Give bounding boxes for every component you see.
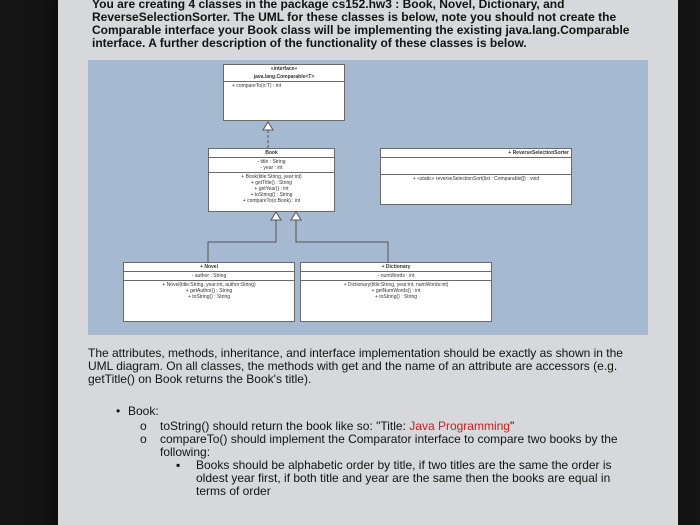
para-line-1: The attributes, methods, inheritance, and interface implementation should be exactly as shown in the bbox=[88, 346, 623, 360]
book-method: + compareTo(o:Book) : int bbox=[242, 198, 301, 204]
rule-line-1: Books should be alphabetic order by title, if two titles are the same the order is bbox=[196, 458, 612, 472]
dictionary-method: + getNumWords() : int bbox=[371, 288, 421, 294]
novel-method: + getAuthor() : String bbox=[185, 288, 233, 294]
tostring-text: toString() should return the book like so: "Title: bbox=[160, 419, 410, 433]
book-method: + Book(title:String, year:int) bbox=[241, 174, 302, 180]
book-method: + toString() : String bbox=[250, 192, 293, 198]
uml-diagram bbox=[88, 60, 648, 335]
intro-line-2: ReverseSelectionSorter. The UML for these classes is below, note you should not create the bbox=[92, 10, 617, 24]
dictionary-method: + Dictionary(title:String, year:int, numWords:int) bbox=[343, 282, 449, 288]
intro-paragraph bbox=[92, 0, 672, 50]
rule-line-3: terms of order bbox=[196, 484, 271, 498]
bullet-icon: • bbox=[116, 404, 121, 418]
circle-bullet-icon: o bbox=[140, 432, 147, 446]
comparable-method: + compareTo(o:T) : int bbox=[232, 83, 282, 89]
document-page bbox=[58, 0, 678, 525]
intro-line-3: Comparable interface your Book class will be implementing the existing java.lang.Comparable bbox=[92, 23, 630, 37]
novel-method: + Novel(title:String, year:int, author:String) bbox=[162, 282, 256, 288]
tostring-close-quote: " bbox=[509, 419, 515, 433]
intro-line-1: You are creating 4 classes in the package cs152.hw3 : Book, Novel, Dictionary, and bbox=[92, 0, 565, 11]
requirements-paragraph bbox=[88, 347, 663, 386]
dictionary-attr: - numWords : int bbox=[377, 273, 415, 279]
para-line-2: UML diagram. On all classes, the methods with get and the name of an attribute are accessors (e.g. bbox=[88, 359, 618, 373]
compareto-line-2: following: bbox=[160, 445, 211, 459]
intro-line-4: interface. A further description of the functionality of these classes is below. bbox=[92, 36, 527, 50]
comparable-stereotype: «interface» bbox=[270, 66, 298, 72]
novel-class-box bbox=[123, 262, 295, 322]
square-bullet-icon: ▪ bbox=[176, 458, 181, 472]
book-method: + getTitle() : String bbox=[250, 180, 293, 186]
comparable-name: java.lang.Comparable<T> bbox=[253, 74, 315, 80]
book-attr: - title : String bbox=[257, 159, 286, 165]
sorter-method: + «static» reverseSelectionSort(list : Comparable[]) : void bbox=[412, 176, 540, 182]
dictionary-class-name: + Dictionary bbox=[381, 264, 411, 270]
book-label: Book: bbox=[128, 404, 159, 418]
dictionary-class-box bbox=[300, 262, 492, 322]
book-class-box bbox=[208, 148, 335, 212]
comparable-interface-box bbox=[223, 64, 345, 121]
tostring-example: Java Programming bbox=[409, 419, 510, 433]
sorter-class-box bbox=[380, 148, 572, 205]
dictionary-method: + toString() : String bbox=[374, 294, 418, 300]
book-attr: - year : int bbox=[260, 165, 283, 171]
compareto-line-1: compareTo() should implement the Comparator interface to compare two books by the bbox=[160, 432, 618, 446]
para-line-3: getTitle() on Book returns the Book's title). bbox=[88, 372, 312, 386]
book-class-name: Book bbox=[265, 150, 278, 156]
sorter-class-name: + ReverseSelectionSorter bbox=[508, 150, 569, 156]
novel-method: + toString() : String bbox=[187, 294, 231, 300]
novel-class-name: + Novel bbox=[200, 264, 218, 270]
book-method: + getYear() : int bbox=[254, 186, 289, 192]
book-requirements-list bbox=[88, 405, 668, 498]
rule-line-2: oldest year first, if both title and year are the same then the books are equal in bbox=[196, 471, 611, 485]
circle-bullet-icon: o bbox=[140, 419, 147, 433]
novel-attr: - author : String bbox=[191, 273, 227, 279]
